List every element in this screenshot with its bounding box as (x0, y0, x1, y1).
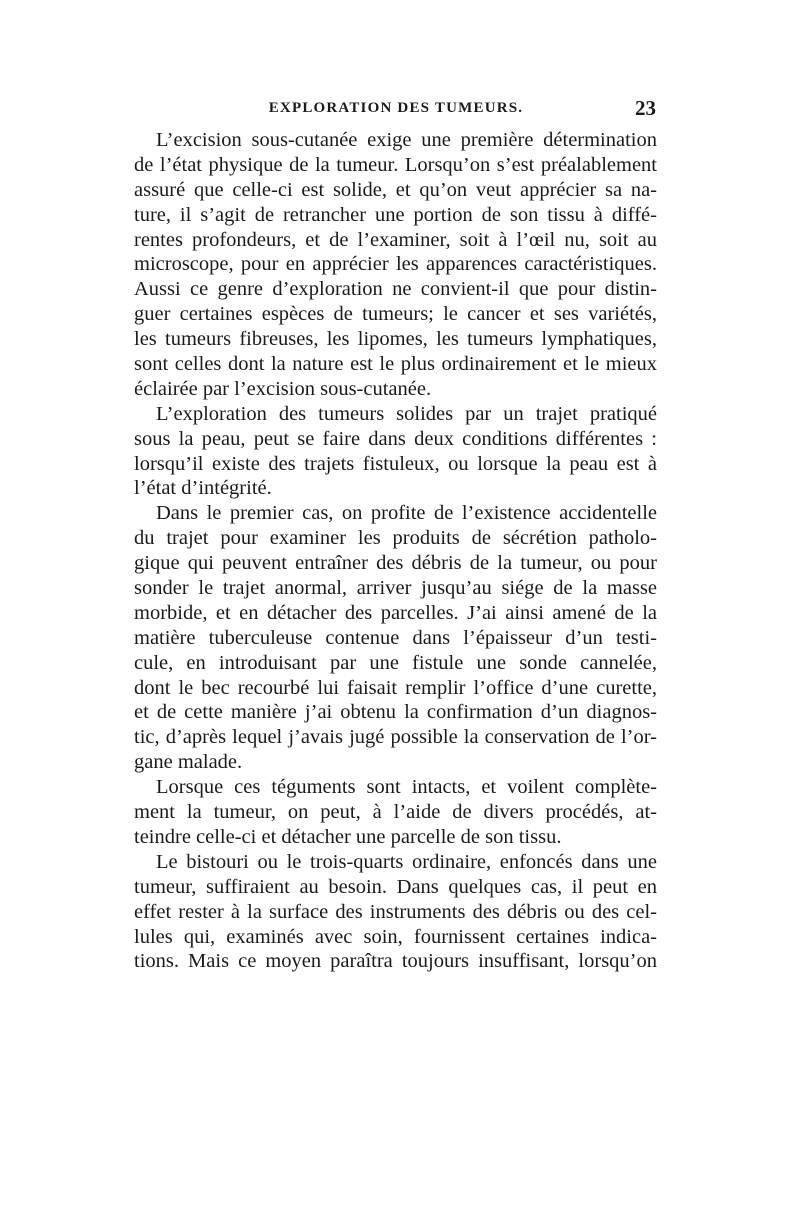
text-line: matière tuberculeuse contenue dans l’épaisseur d’un testi- (134, 626, 657, 649)
text-line: gane malade. (134, 751, 243, 774)
running-title: EXPLORATION DES TUMEURS. (268, 100, 524, 116)
text-line: éclairée par l’excision sous-cutanée. (134, 377, 432, 400)
text-line: L’excision sous-cutanée exige une première détermination (156, 129, 657, 151)
text-line: guer certaines espèces de tumeurs; le cancer et ses variétés, (134, 303, 657, 326)
body-text (134, 128, 657, 974)
text-line: teindre celle-ci et détacher une parcelle de son tissu. (134, 825, 562, 848)
text-line: morbide, et en détacher des parcelles. J’ai ainsi amené de la (134, 601, 657, 624)
text-line: ture, il s’agit de retrancher une portion de son tissu à diffé- (134, 203, 657, 226)
text-line: de l’état physique de la tumeur. Lorsqu’on s’est préalablement (134, 153, 657, 176)
text-line: Dans le premier cas, on profite de l’existence accidentelle (156, 502, 657, 525)
text-line: sonder le trajet anormal, arriver jusqu’au siége de la masse (134, 577, 657, 600)
text-line: gique qui peuvent entraîner des débris de la tumeur, ou pour (134, 552, 657, 575)
text-line: lules qui, examinés avec soin, fournissent certaines indica- (134, 925, 657, 948)
text-line: du trajet pour examiner les produits de sécrétion patholo- (134, 527, 657, 550)
text-line: sous la peau, peut se faire dans deux conditions différentes : (134, 427, 657, 450)
text-line: rentes profondeurs, et de l’examiner, soit à l’œil nu, soit au (134, 228, 657, 251)
text-line: les tumeurs fibreuses, les lipomes, les tumeurs lymphatiques, (134, 328, 657, 351)
text-line: Lorsque ces téguments sont intacts, et voilent complète- (156, 776, 657, 799)
text-line: effet rester à la surface des instruments des débris ou des cel- (134, 900, 657, 923)
text-line: cule, en introduisant par une fistule une sonde cannelée, (134, 651, 657, 674)
text-line: Le bistouri ou le trois-quarts ordinaire, enfoncés dans une (156, 850, 657, 873)
text-line: l’état d’intégrité. (134, 477, 272, 500)
text-line: sont celles dont la nature est le plus ordinairement et le mieux (134, 353, 657, 376)
text-line: tions. Mais ce moyen paraîtra toujours insuffisant, lorsqu’on (134, 950, 657, 973)
text-line: microscope, pour en apprécier les apparences caractéristiques. (134, 253, 657, 276)
text-line: Aussi ce genre d’exploration ne convient-il que pour distin- (134, 278, 657, 301)
page-number: 23 (635, 96, 656, 120)
text-line: dont le bec recourbé lui faisait remplir l’office d’une curette, (134, 676, 657, 699)
text-line: tumeur, suffiraient au besoin. Dans quelques cas, il peut en (134, 875, 657, 898)
text-line: ment la tumeur, on peut, à l’aide de divers procédés, at- (134, 801, 657, 824)
text-line: assuré que celle-ci est solide, et qu’on veut apprécier sa na- (134, 178, 657, 201)
running-header (136, 98, 656, 122)
text-line: tic, d’après lequel j’avais jugé possible la conservation de l’or- (134, 726, 657, 749)
text-line: et de cette manière j’ai obtenu la confirmation d’un diagnos- (134, 701, 657, 724)
text-line: lorsqu’il existe des trajets fistuleux, ou lorsque la peau est à (134, 452, 657, 475)
text-line: L’exploration des tumeurs solides par un trajet pratiqué (156, 402, 657, 425)
